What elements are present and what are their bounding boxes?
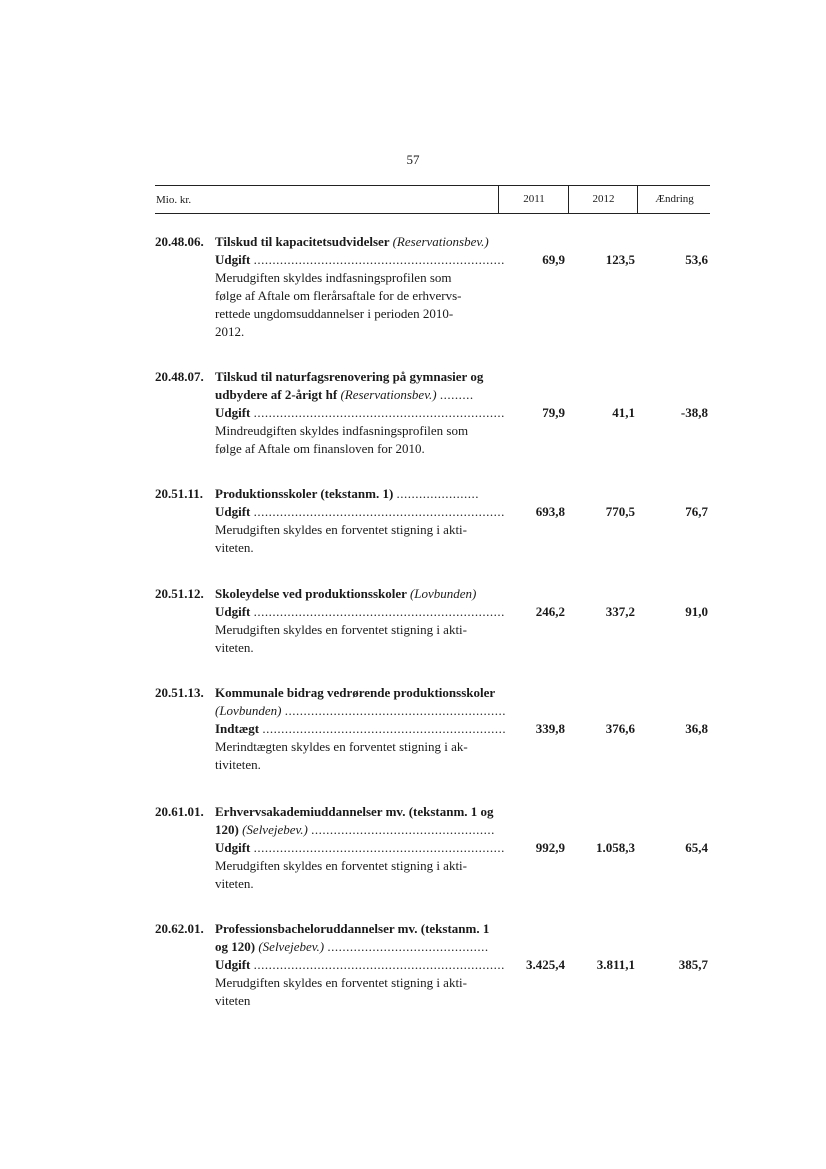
appropriation-type: (Reservationsbev.) — [392, 234, 489, 249]
note-line: tiviteten. — [215, 757, 261, 772]
value-2012: 376,6 — [605, 721, 635, 736]
value-change: 36,8 — [685, 721, 708, 736]
amount-label: Udgift — [215, 957, 251, 972]
dot-leader: ................................................................... — [253, 405, 505, 420]
note-line: følge af Aftale om finansloven for 2010. — [215, 441, 425, 456]
entry-title-line — [215, 684, 498, 702]
value-2011: 79,9 — [542, 405, 565, 420]
value-2011: 69,9 — [542, 252, 565, 267]
value-change: 385,7 — [678, 957, 708, 972]
unit-label: Mio. kr. — [156, 194, 192, 206]
appropriation-type: (Selvejebev.) — [258, 939, 325, 954]
account-code: 20.61.01. — [155, 804, 204, 819]
explanation-note — [215, 269, 498, 341]
amount-label-line — [215, 839, 505, 857]
value-change: 91,0 — [685, 604, 708, 619]
entry-body — [215, 803, 505, 893]
value-2012: 337,2 — [605, 604, 635, 619]
amount-label: Udgift — [215, 405, 251, 420]
value-2012: 770,5 — [605, 504, 635, 519]
note-line: Merudgiften skyldes en forventet stigning i akti- — [215, 622, 468, 637]
appropriation-type: (Selvejebev.) — [242, 822, 308, 837]
entry-title-line — [215, 938, 498, 956]
entry-body — [215, 368, 505, 458]
appropriation-type: (Reservationsbev.) — [340, 387, 437, 402]
explanation-note — [215, 738, 498, 774]
entry-title-line — [215, 702, 506, 720]
value-2012: 3.811,1 — [596, 957, 635, 972]
dot-leader: ......... — [439, 387, 474, 402]
value-change: 76,7 — [685, 504, 708, 519]
value-2011: 339,8 — [535, 721, 565, 736]
dot-leader: ................................................................... — [253, 957, 505, 972]
entry-title-line — [215, 485, 498, 503]
entry-title: Kommunale bidrag vedrørende produktionsskoler — [215, 685, 496, 700]
entry-body — [215, 585, 505, 657]
value-2012: 1.058,3 — [596, 840, 635, 855]
amount-label: Udgift — [215, 252, 251, 267]
entry-title: Erhvervsakademiuddannelser mv. (tekstanm. 1 og — [215, 804, 494, 819]
note-line: 2012. — [215, 324, 245, 339]
entry-title: udbydere af 2-årigt hf — [215, 387, 338, 402]
value-change: 65,4 — [685, 840, 708, 855]
value-2011: 3.425,4 — [526, 957, 565, 972]
amount-label: Udgift — [215, 840, 251, 855]
explanation-note — [215, 974, 498, 1010]
amount-label-line — [215, 503, 505, 521]
dot-leader: ................................................................... — [253, 252, 505, 267]
entry-title: og 120) — [215, 939, 256, 954]
dot-leader: ................................................. — [311, 822, 495, 837]
value-change: -38,8 — [680, 405, 708, 420]
entry-title-line — [215, 585, 498, 603]
note-line: rettede ungdomsuddannelser i perioden 2010- — [215, 306, 454, 321]
entry-title: Produktionsskoler (tekstanm. 1) — [215, 486, 394, 501]
dot-leader: ................................................................... — [253, 840, 505, 855]
note-line: viteten. — [215, 540, 254, 555]
dot-leader: ........................................................... — [284, 703, 506, 718]
entry-title: Tilskud til kapacitetsudvidelser — [215, 234, 390, 249]
amount-label: Udgift — [215, 504, 251, 519]
value-2012: 41,1 — [612, 405, 635, 420]
amount-label-line — [215, 720, 507, 738]
dot-leader: ...................... — [396, 486, 480, 501]
dot-leader: ........................................... — [327, 939, 489, 954]
column-header-change: Ændring — [637, 186, 711, 213]
entry-title: Skoleydelse ved produktionsskoler — [215, 586, 407, 601]
note-line: Merudgiften skyldes en forventet stigning i akti- — [215, 522, 468, 537]
dot-leader: ................................................................. — [262, 721, 507, 736]
note-line: Merudgiften skyldes indfasningsprofilen som — [215, 270, 452, 285]
amount-label-line — [215, 404, 505, 422]
value-2011: 992,9 — [535, 840, 565, 855]
amount-label: Indtægt — [215, 721, 260, 736]
note-line: Mindreudgiften skyldes indfasningsprofilen som — [215, 423, 469, 438]
note-line: Merudgiften skyldes en forventet stigning i akti- — [215, 858, 468, 873]
dot-leader: ................................................................... — [253, 604, 505, 619]
entry-title-line — [215, 233, 498, 251]
note-line: viteten. — [215, 876, 254, 891]
page-number: 57 — [406, 152, 420, 167]
entry-title-line — [215, 821, 498, 839]
explanation-note — [215, 857, 498, 893]
note-line: følge af Aftale om flerårsaftale for de erhvervs- — [215, 288, 462, 303]
explanation-note — [215, 621, 498, 657]
value-2012: 123,5 — [605, 252, 635, 267]
entry-title-line — [215, 920, 498, 938]
entry-body — [215, 233, 505, 341]
entry-title-line — [215, 368, 498, 386]
note-line: Merindtægten skyldes en forventet stigning i ak- — [215, 739, 468, 754]
amount-label: Udgift — [215, 604, 251, 619]
value-change: 53,6 — [685, 252, 708, 267]
account-code: 20.62.01. — [155, 921, 204, 936]
entry-title: Tilskud til naturfagsrenovering på gymnasier og — [215, 369, 484, 384]
account-code: 20.51.13. — [155, 685, 204, 700]
column-header-2012: 2012 — [568, 186, 638, 213]
amount-label-line — [215, 251, 505, 269]
entry-title: 120) — [215, 822, 239, 837]
explanation-note — [215, 422, 498, 458]
value-2011: 246,2 — [535, 604, 565, 619]
account-code: 20.51.11. — [155, 486, 204, 501]
note-line: viteten. — [215, 640, 254, 655]
note-line: Merudgiften skyldes en forventet stigning i akti- — [215, 975, 468, 990]
account-code: 20.48.06. — [155, 234, 204, 249]
entry-title-line — [215, 803, 498, 821]
amount-label-line — [215, 603, 505, 621]
entry-title: Professionsbacheloruddannelser mv. (tekstanm. 1 — [215, 921, 490, 936]
value-2011: 693,8 — [535, 504, 565, 519]
table-header — [155, 185, 710, 214]
entry-body — [215, 920, 505, 1010]
account-code: 20.51.12. — [155, 586, 204, 601]
dot-leader: ................................................................... — [253, 504, 505, 519]
explanation-note — [215, 521, 498, 557]
entry-title-line — [215, 386, 498, 404]
entry-body — [215, 684, 507, 774]
entry-body — [215, 485, 505, 557]
account-code: 20.48.07. — [155, 369, 204, 384]
note-line: viteten — [215, 993, 251, 1008]
column-header-2011: 2011 — [498, 186, 569, 213]
amount-label-line — [215, 956, 505, 974]
appropriation-type: (Lovbunden) — [215, 703, 282, 718]
appropriation-type: (Lovbunden) — [409, 586, 477, 601]
